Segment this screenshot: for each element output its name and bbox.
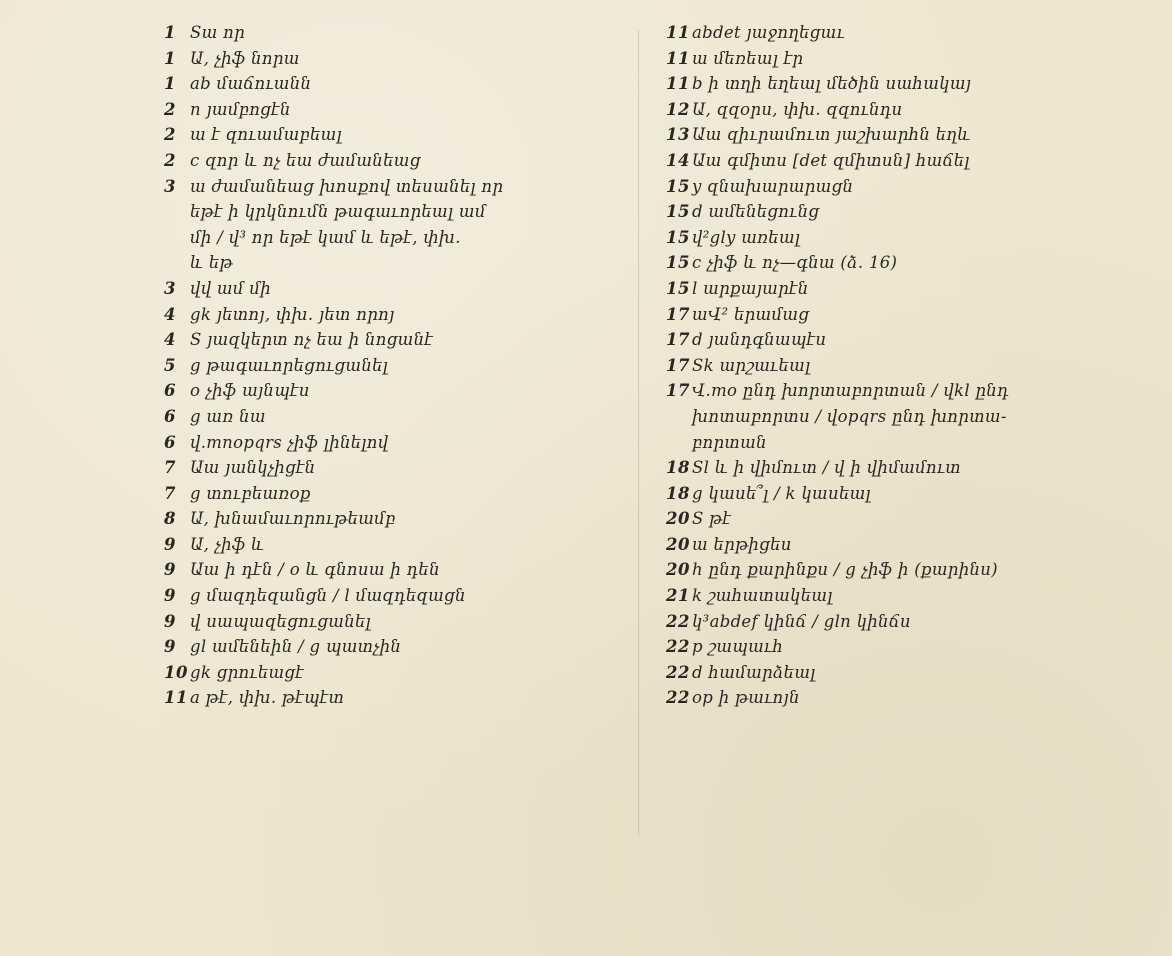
line-number: 11 [666, 23, 690, 42]
entry-line [164, 46, 604, 72]
variant-text: k շահատակեալ [692, 586, 833, 606]
variant-text: Sա որ [190, 23, 246, 42]
variant-text: Աա զիւրամուտ յաշխարհն եղև [692, 125, 971, 145]
entry-line [164, 583, 604, 609]
entry-line [164, 609, 604, 635]
variant-entry [666, 557, 1146, 583]
variant-text: Ա, չիֆ և [190, 534, 265, 554]
entry-line [164, 532, 604, 558]
entry-line [666, 122, 1146, 148]
variant-text: d յանդգնապէս [692, 330, 827, 350]
variant-entry [164, 583, 604, 609]
variant-entry [666, 20, 1146, 46]
variant-entry [164, 404, 604, 430]
variant-entry [666, 302, 1146, 328]
variant-entry [666, 122, 1146, 148]
entry-line [164, 174, 604, 200]
entry-line [666, 46, 1146, 72]
entry-line [666, 250, 1146, 276]
entry-line [164, 97, 604, 123]
line-number: 18 [666, 483, 690, 503]
line-number: 15 [666, 176, 690, 196]
entry-line [666, 685, 1146, 711]
line-number: 9 [164, 611, 176, 631]
variant-entry [164, 174, 604, 276]
variant-entry [164, 20, 604, 46]
entry-line [164, 455, 604, 481]
variant-text-continuation: մի / վ³ որ եթէ կամ և եթէ, փխ. [190, 227, 461, 247]
line-number: 17 [666, 381, 690, 401]
line-number: 21 [666, 586, 690, 606]
entry-line [666, 148, 1146, 174]
variant-entry [164, 430, 604, 456]
entry-line [666, 481, 1146, 507]
entry-line [164, 404, 604, 430]
line-number: 1 [164, 48, 176, 68]
variant-text: y զնախարարացն [692, 176, 854, 196]
line-number: 6 [164, 381, 176, 401]
line-number: 1 [164, 74, 176, 94]
variant-entry [164, 46, 604, 72]
left-column [164, 20, 604, 711]
entry-line [164, 557, 604, 583]
variant-text: Աա ի դէն / o և գնոսա ի դեն [190, 560, 440, 580]
variant-entry [164, 71, 604, 97]
entry-line [666, 532, 1146, 558]
variant-entry [666, 276, 1146, 302]
entry-line [666, 353, 1146, 379]
variant-entry [164, 148, 604, 174]
variant-text: Աա յանկչիցէն [190, 458, 316, 478]
variant-text: Վ.mo ընդ խորտաբորտան / վkl ընդ [692, 381, 1009, 401]
line-number: 22 [666, 688, 690, 708]
variant-text-continuation: խոտաբորտս / վopqrs ընդ խորտա- [692, 406, 1007, 426]
variant-entry [164, 353, 604, 379]
variant-text: վ.mnopqrs չիֆ լինելով [190, 432, 389, 452]
variant-text-continuation: բորտան [692, 432, 767, 452]
line-number: 20 [666, 560, 690, 580]
variant-text: S թէ [692, 509, 732, 529]
line-number: 9 [164, 586, 176, 606]
variant-text: d ամենեցունց [692, 202, 820, 222]
line-number: 1 [164, 23, 176, 42]
variant-text-continuation: և եթ [190, 253, 233, 273]
variant-entry [164, 276, 604, 302]
entry-line [164, 685, 604, 711]
line-number: 7 [164, 483, 176, 503]
entry-line [164, 353, 604, 379]
column-divider [638, 30, 639, 835]
entry-line [666, 276, 1146, 302]
variant-entry [164, 327, 604, 353]
line-number: 11 [666, 48, 690, 68]
entry-line [164, 481, 604, 507]
variant-entry [666, 481, 1146, 507]
variant-entry [666, 506, 1146, 532]
variant-text: Ա, զզօրս, փխ. զզունդս [692, 99, 903, 119]
variant-text: b ի տղի եղեալ մեծին սահակայ [692, 74, 972, 94]
entry-line [666, 660, 1146, 686]
variant-entry [666, 609, 1146, 635]
entry-line [666, 378, 1146, 404]
entry-line [164, 122, 604, 148]
entry-line [666, 302, 1146, 328]
variant-entry [164, 455, 604, 481]
right-column [666, 20, 1146, 711]
variant-text: g մազդեզանցն / l մազդեզացն [190, 586, 466, 606]
entry-line [164, 148, 604, 174]
variant-text: g թագաւորեցուցանել [190, 355, 389, 375]
variant-text: ա է զուամաբեալ [190, 125, 342, 145]
line-number: 11 [666, 74, 690, 94]
variant-entry [666, 97, 1146, 123]
variant-entry [164, 634, 604, 660]
entry-line [666, 225, 1146, 251]
variant-entry [666, 634, 1146, 660]
variant-text: l արքայարէն [692, 278, 809, 298]
variant-entry [666, 455, 1146, 481]
entry-line [666, 327, 1146, 353]
line-number: 11 [164, 688, 188, 708]
entry-line [666, 557, 1146, 583]
variant-text: Ա, չիֆ նորա [190, 48, 300, 68]
variant-text: Sk արշաւեալ [692, 355, 811, 375]
entry-line [666, 174, 1146, 200]
line-number: 17 [666, 355, 690, 375]
entry-line [164, 378, 604, 404]
variant-text: վվ ամ մի [190, 278, 272, 298]
line-number: 9 [164, 637, 176, 657]
variant-text: h ընդ քարինքս / g չիֆ ի (քարինս) [692, 560, 998, 580]
variant-entry [164, 506, 604, 532]
entry-line [666, 199, 1146, 225]
line-number: 9 [164, 534, 176, 554]
entry-line [164, 302, 604, 328]
variant-entry [666, 250, 1146, 276]
variant-text: d համարձեալ [692, 662, 816, 682]
variant-entry [666, 685, 1146, 711]
line-number: 20 [666, 509, 690, 529]
entry-line [164, 20, 604, 46]
entry-line [164, 71, 604, 97]
entry-line [164, 327, 604, 353]
variant-entry [164, 557, 604, 583]
line-number: 6 [164, 406, 176, 426]
line-number: 8 [164, 509, 176, 529]
variant-text: աՎ² երամաց [692, 304, 810, 324]
variant-text: Աա գմիտս [det զմիտսն] հաճել [692, 150, 970, 170]
line-number: 2 [164, 125, 176, 145]
variant-entry [666, 225, 1146, 251]
line-number: 5 [164, 355, 176, 375]
entry-line [666, 609, 1146, 635]
entry-line [666, 71, 1146, 97]
line-number: 15 [666, 253, 690, 273]
variant-entry [666, 660, 1146, 686]
entry-line [666, 506, 1146, 532]
variant-text: S յազկերտ ոչ եա ի նոցանէ [190, 330, 434, 350]
variant-entry [666, 583, 1146, 609]
variant-text: abdet յաջողեցաւ [692, 23, 845, 42]
line-number: 10 [164, 662, 188, 682]
variant-text: c զոր և ոչ եա ժամանեաց [190, 150, 421, 170]
variant-text: կ³abdef կինճ / gln կինճս [692, 611, 911, 631]
entry-line [164, 276, 604, 302]
entry-line [164, 660, 604, 686]
variant-text: gl ամենեին / g պատչին [190, 637, 402, 657]
line-number: 6 [164, 432, 176, 452]
variant-entry [666, 46, 1146, 72]
variant-text: ա երթիցես [692, 534, 792, 554]
variant-text: n յամբոցէն [190, 99, 291, 119]
entry-line [666, 583, 1146, 609]
line-number: 3 [164, 176, 176, 196]
variant-text: վ²gly առեալ [692, 227, 801, 247]
line-number: 7 [164, 458, 176, 478]
line-number: 17 [666, 304, 690, 324]
variant-text: ա մեռեալ էր [692, 48, 804, 68]
entry-line [666, 20, 1146, 46]
variant-entry [666, 327, 1146, 353]
line-number: 17 [666, 330, 690, 350]
line-number: 20 [666, 534, 690, 554]
variant-entry [666, 353, 1146, 379]
variant-entry [666, 532, 1146, 558]
entry-line [164, 506, 604, 532]
line-number: 4 [164, 330, 176, 350]
variant-entry [164, 481, 604, 507]
variant-text: g առ նա [190, 406, 266, 426]
variant-text: gk ցրուեացէ [190, 662, 305, 682]
variant-text: g տուբեառօք [190, 483, 311, 503]
variant-entry [164, 660, 604, 686]
variant-text: c չիֆ և ոչ—գնա (ձ. 16) [692, 253, 898, 273]
entry-line [666, 634, 1146, 660]
variant-text: վ սապազեցուցանել [190, 611, 372, 631]
variant-entry [666, 148, 1146, 174]
line-number: 22 [666, 611, 690, 631]
variant-entry [164, 122, 604, 148]
line-number: 15 [666, 227, 690, 247]
variant-text: p շապաւհ [692, 637, 784, 657]
entry-line [666, 455, 1146, 481]
variant-entry [164, 97, 604, 123]
entry-line [164, 634, 604, 660]
line-number: 15 [666, 278, 690, 298]
entry-line [164, 430, 604, 456]
line-number: 22 [666, 637, 690, 657]
variant-entry [666, 378, 1146, 455]
variant-entry [164, 378, 604, 404]
line-number: 2 [164, 150, 176, 170]
variant-entry [666, 71, 1146, 97]
line-number: 9 [164, 560, 176, 580]
variant-text: Ա, խնամաւորութեամբ [190, 509, 396, 529]
variant-entry [164, 609, 604, 635]
variant-text: g կասե՞լ / k կասեալ [692, 483, 871, 503]
variant-text-continuation: եթէ ի կրկնումն թագաւորեալ ամ [190, 202, 486, 222]
entry-line [666, 97, 1146, 123]
variant-entry [666, 174, 1146, 200]
variant-text: op ի թաւոյն [692, 688, 800, 708]
line-number: 12 [666, 99, 690, 119]
line-number: 22 [666, 662, 690, 682]
line-number: 18 [666, 458, 690, 478]
variant-entry [164, 302, 604, 328]
line-number: 14 [666, 150, 690, 170]
line-number: 4 [164, 304, 176, 324]
variant-text: ա ժամանեաց խոսքով տեսանել որ [190, 176, 504, 196]
variant-text: Sl և ի վիմուտ / վ ի վիմամուտ [692, 458, 961, 478]
variant-entry [666, 199, 1146, 225]
variant-text: ab մաճուանն [190, 74, 312, 94]
line-number: 15 [666, 202, 690, 222]
line-number: 13 [666, 125, 690, 145]
variant-text: gk յետոյ, փխ. յետ որոյ [190, 304, 395, 324]
variant-entry [164, 532, 604, 558]
variant-text: o չիֆ այնպէս [190, 381, 310, 401]
variant-entry [164, 685, 604, 711]
line-number: 2 [164, 99, 176, 119]
line-number: 3 [164, 278, 176, 298]
variant-text: a թէ, փխ. թէպէտ [190, 688, 345, 708]
